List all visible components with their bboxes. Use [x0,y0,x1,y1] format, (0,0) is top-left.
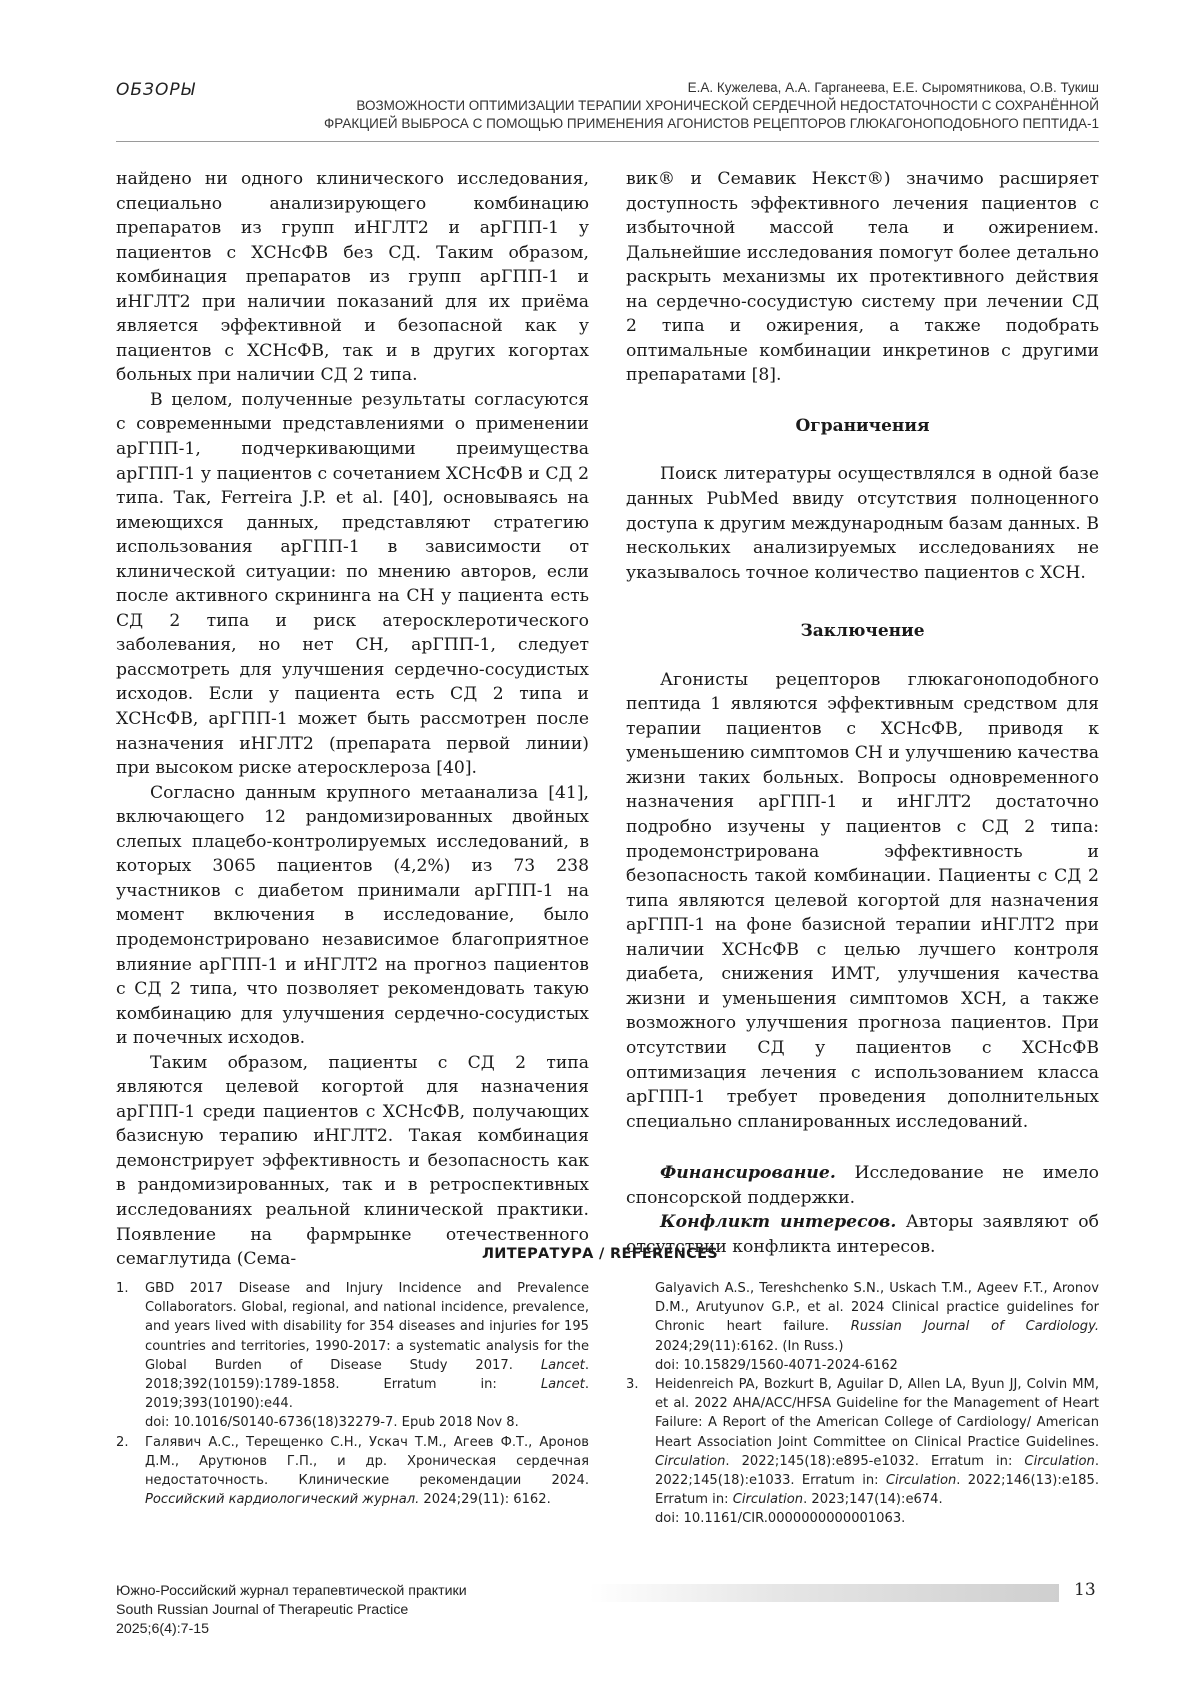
left-column [116,167,589,1272]
conflict-label: Конфликт интересов. [660,1212,897,1233]
running-header [324,79,1099,133]
reference-text: 2024;29(11): 6162. [419,1492,551,1508]
page-header [0,0,1200,140]
conclusion-paragraph: Агонисты рецепторов глюкагоноподобного пептида 1 являются эффективным средством для терапии пациентов с ХСНсФВ, приводя к уменьшению симптомов СН и улучшению качества жизни таких больных. Вопросы одновременного назначения арГПП-1 и иНГЛТ2 достаточно подробно изучены у пациентов с СД 2 типа: продемонстрирована эффективность и безопасность такой комбинации. Пациенты с СД 2 типа являются целевой когортой для назначения арГПП-1 на фоне базисной терапии иНГЛТ2 при наличии ХСНсФВ с целью лучшего контроля диабета, снижения ИМТ, улучшения качества жизни и уменьшения симптомов ХСН, а также возможного улучшения прогноза пациентов. При отсутствии СД у пациентов с ХСНсФВ оптимизация лечения с использованием класса арГПП-1 требует проведения дополнительных специально спланированных исследований. [626,669,1099,1132]
limitations-paragraph: Поиск литературы осуществлялся в одной базе данных PubMed ввиду отсутствия полноценного доступа к другим международным базам данных. В нескольких анализируемых исследованиях не указывалось точное количество пациентов с ХСН. [626,464,1099,583]
paragraph: найдено ни одного клинического исследования, специально анализирующего комбинацию препаратов из групп иНГЛТ2 и арГПП-1 у пациентов с ХСНсФВ без СД. Таким образом, комбинация препаратов из групп арГПП-1 и иНГЛТ2 при наличии показаний для их приёма является эффективной и безопасной как у пациентов с ХСНсФВ, так и в других когортах больных при наличии СД 2 типа. [116,169,589,386]
reference-number: 3. [626,1377,639,1393]
reference-doi: doi: 10.1016/S0140-6736(18)32279-7. Epub 2018 Nov 8. [145,1415,519,1431]
reference-text: . 2022;145(18):e1033. Erratum in: [655,1453,1099,1489]
paragraph: Согласно данным крупного метаанализа [41], включающего 12 рандомизированных двойных слепых плацебо-контролируемых исследований, в которых 3065 пациентов (4,2%) из 73 238 участников с диабетом принимали арГПП-1 на момент включения в исследование, было продемонстрировано независимое благоприятное влияние арГПП-1 и иНГЛТ2 на прогноз пациентов с СД 2 типа, что позволяет рекомендовать такую комбинацию для улучшения сердечно-сосудистых и почечных исходов. [116,782,589,1049]
reference-text: . 2018;392(10159):1789-1858. Erratum in: [145,1357,589,1393]
header-divider [116,141,1099,142]
journal-name: Circulation [732,1492,804,1508]
funding-statement [626,1161,1099,1210]
journal-name-ru: Южно-Российский журнал терапевтической практики [116,1583,467,1599]
references-left-column [116,1279,589,1509]
references-right-column [626,1279,1099,1529]
reference-doi: doi: 10.1161/CIR.0000000000001063. [655,1511,906,1527]
paragraph: Таким образом, пациенты с СД 2 типа являются целевой когортой для назначения арГПП-1 среди пациентов с ХСНсФВ, получающих базисную терапию иНГЛТ2. Такая комбинация демонстрирует эффективность и безопасность как в рандомизированных, так и в ретроспективных исследованиях реальной клинической практики. Появление на фармрынке отечественного семаглутида (Сема- [116,1052,589,1270]
reference-text: . 2022;146(13):e185. Erratum in: [655,1473,1099,1508]
journal-name: Lancet [540,1357,585,1373]
conflict-text: Авторы заявляют об отсутствии конфликта интересов. [626,1212,1099,1257]
references-title: ЛИТЕРАТУРА / REFERENCES [481,1246,719,1262]
journal-name: Russian Journal of Cardiology. [850,1319,1099,1335]
header-authors: Е.А. Кужелева, А.А. Гарганеева, Е.Е. Сыромятникова, О.В. Тукиш [687,80,1099,95]
journal-footer [116,1582,467,1639]
reference-number: 2. [116,1434,129,1450]
reference-item [116,1433,589,1510]
reference-text: Galyavich A.S., Tereshchenko S.N., Uskach T.M., Ageev F.T., Aronov D.M., Arutyunov G.P., et al. 2024 Clinical practice guidelines for Chronic heart failure. [655,1281,1099,1335]
conclusion-heading: Заключение [800,621,925,642]
journal-issue: 2025;6(4):7-15 [116,1621,210,1637]
funding-label: Финансирование. [660,1163,836,1184]
funding-text: Исследование не имело спонсорской поддержки. [626,1163,1099,1208]
reference-text: Галявич А.С., Терещенко С.Н., Ускач Т.М., Агеев Ф.Т., Аронов Д.М., Арутюнов Г.П., и др. Хроническая сердечная недостаточность. Клинические рекомендации 2024. [145,1434,589,1489]
reference-text: . 2022;145(18):e895-e1032. Erratum in: [725,1453,1025,1469]
header-title-line-1: ВОЗМОЖНОСТИ ОПТИМИЗАЦИИ ТЕРАПИИ ХРОНИЧЕСКОЙ СЕРДЕЧНОЙ НЕДОСТАТОЧНОСТИ С СОХРАНЁННОЙ [356,98,1099,113]
reference-text: 2024;29(11):6162. (In Russ.) [655,1338,844,1354]
reference-item [116,1279,589,1433]
page-number: 13 [1074,1580,1096,1600]
journal-name: Circulation [655,1453,726,1469]
reference-text: . 2019;393(10190):e44. [145,1377,589,1412]
paragraph: вик® и Семавик Некст®) значимо расширяет доступность эффективного лечения пациентов с избыточной массой тела и ожирением. Дальнейшие исследования помогут более детально раскрыть механизмы их протективного действия на сердечно-сосудистую систему при лечении СД 2 типа и ожирения, а также подобрать оптимальные комбинации инкретинов с другими препаратами [8]. [626,169,1099,386]
reference-doi: doi: 10.15829/1560-4071-2024-6162 [655,1357,898,1373]
reference-text: GBD 2017 Disease and Injury Incidence and Prevalence Collaborators. Global, regional, and national incidence, prevalence, and years lived with disability for 354 diseases and injuries for 195 countries and territories, 1990-2017: a systematic analysis for the Global Burden of Disease Study 2017. [145,1281,589,1373]
reference-item-continued [626,1279,1099,1375]
reference-item [626,1375,1099,1529]
journal-name: Российский кардиологический журнал. [145,1492,420,1508]
journal-name: Lancet [540,1377,585,1393]
section-label: ОБЗОРЫ [116,80,196,100]
journal-name-en: South Russian Journal of Therapeutic Practice [116,1602,409,1618]
limitations-heading: Ограничения [795,415,930,436]
reference-text: Heidenreich PA, Bozkurt B, Aguilar D, Allen LA, Byun JJ, Colvin MM, et al. 2022 AHA/ACC/HFSA Guideline for the Management of Heart Failure: A Report of the American College of Cardiology/ American Heart Association Joint Committee on Clinical Practice Guidelines. [655,1377,1099,1450]
journal-name: Circulation [885,1473,957,1489]
reference-text: . 2023;147(14):e674. [803,1492,943,1508]
journal-name: Circulation [1024,1453,1095,1469]
header-title-line-2: ФРАКЦИЕЙ ВЫБРОСА С ПОМОЩЬЮ ПРИМЕНЕНИЯ АГОНИСТОВ РЕЦЕПТОРОВ ГЛЮКАГОНОПОДОБНОГО ПЕПТИДА-1 [323,116,1099,131]
paragraph: В целом, полученные результаты согласуются с современными представлениями о применении арГПП-1, подчеркивающими преимущества арГПП-1 у пациентов с сочетанием ХСНсФВ и СД 2 типа. Так, Ferreira J.P. et al. [40], основываясь на имеющихся данных, представляют стратегию использования арГПП-1 в зависимости от клинической ситуации: по мнению авторов, если после активного скрининга на СН у пациента есть СД 2 типа и риск атеросклеротического заболевания, но нет СН, арГПП-1, следует рассмотреть для улучшения сердечно-сосудистых исходов. Если у пациента есть СД 2 типа и ХСНсФВ, арГПП-1 может быть рассмотрен после назначения иНГЛТ2 (препарата первой линии) при высоком риске атеросклероза [40]. [116,389,589,779]
right-column [626,167,1099,1259]
footer-gradient-bar [589,1584,1059,1602]
reference-number: 1. [116,1281,129,1296]
